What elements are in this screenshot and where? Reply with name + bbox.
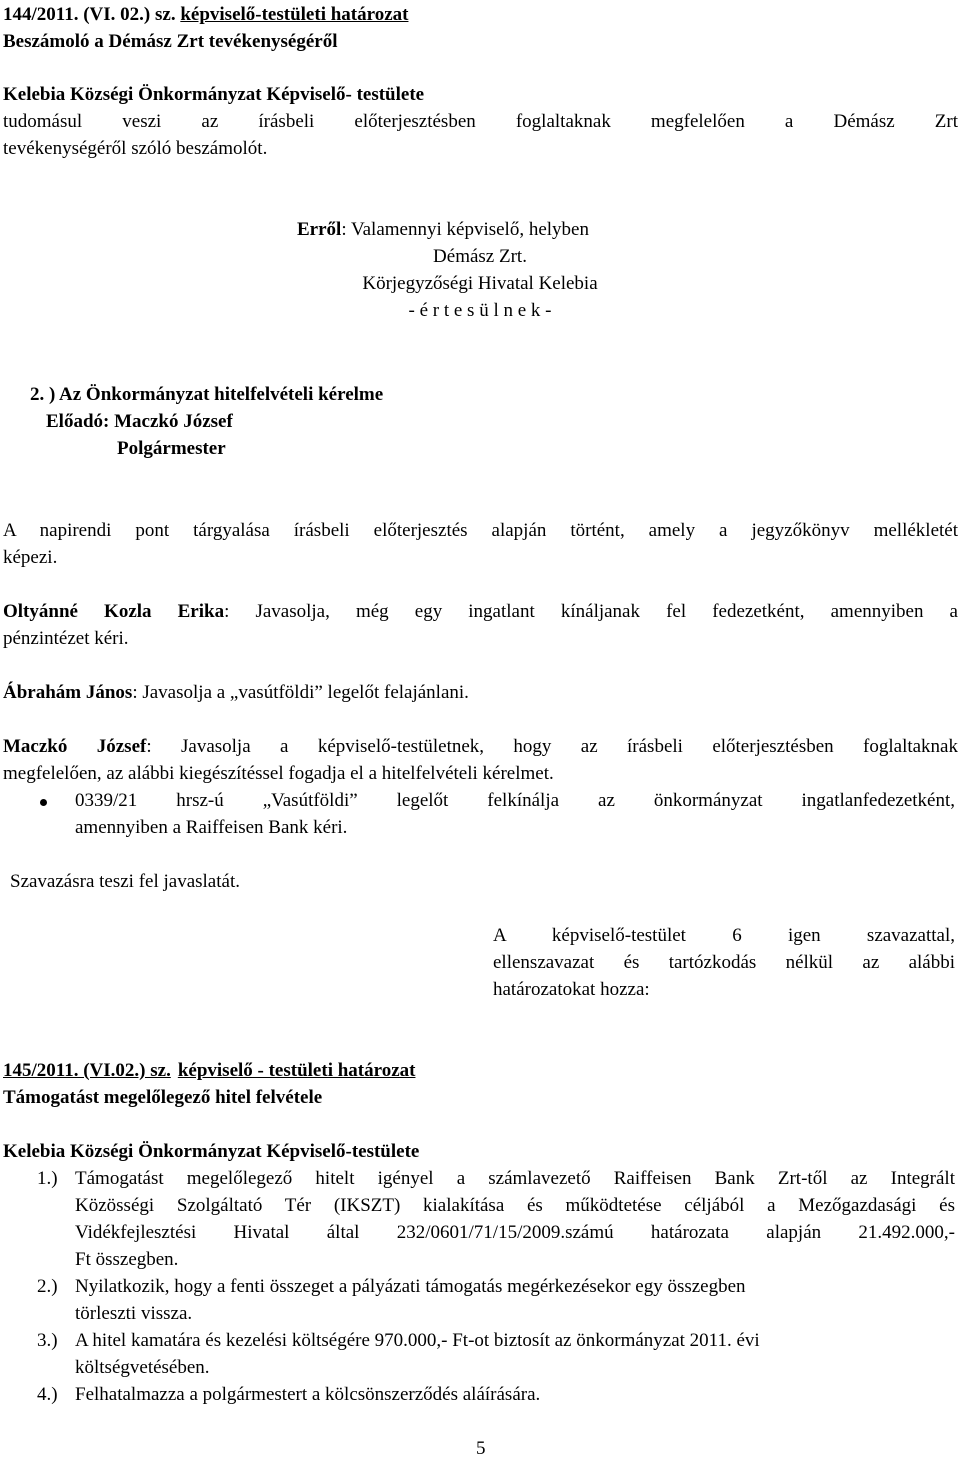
agenda-intro-line: képezi. [3,547,58,568]
vote-result-line: A képviselő-testület 6 igen szavazattal, [493,925,955,946]
speaker-text: : Javasolja, még egy ingatlant kínáljanak fel fedezetként, amennyiben a [224,601,958,622]
speaker-name: Maczkó József [3,736,147,757]
resolution-text-line: tevékenységéről szóló beszámolót. [3,138,268,159]
agenda-presenter: Előadó: Maczkó József [46,411,233,432]
notification-recipient: Körjegyzőségi Hivatal Kelebia [362,273,598,294]
resolution-item-line: Felhatalmazza a polgármestert a kölcsönszerződés aláírására. [75,1384,541,1405]
resolution-item-number: 3.) [37,1330,58,1351]
agenda-intro-line: A napirendi pont tárgyalása írásbeli előterjesztés alapján történt, amely a jegyzőkönyv mellékletét [3,520,958,541]
resolution-item-number: 2.) [37,1276,58,1297]
speaker-text: pénzintézet kéri. [3,628,129,649]
resolution-item-line: költségvetésében. [75,1357,210,1378]
speaker-text: : Javasolja a képviselő-testületnek, hogy az írásbeli előterjesztésben foglaltaknak [146,736,958,757]
resolution-number-text: 145/2011. (VI.02.) sz. [3,1060,171,1081]
speaker-name: Ábrahám János [3,682,133,703]
speaker-statement [3,680,469,706]
resolution-item-line: A hitel kamatára és kezelési költségére 970.000,- Ft-ot biztosít az önkormányzat 2011. évi [75,1330,760,1351]
resolution-item-line: Nyilatkozik, hogy a fenti összeget a pályázati támogatás megérkezésekor egy összegben [75,1276,746,1297]
resolution-item-line: Támogatást megelőlegező hitelt igényel a számlavezető Raiffeisen Bank Zrt-től az Integrált [75,1168,955,1189]
council-name: Kelebia Községi Önkormányzat Képviselő- testülete [3,84,425,105]
bullet-item-line: 0339/21 hrsz-ú „Vasútföldi” legelőt felkínálja az önkormányzat ingatlanfedezetként, [75,790,955,811]
notification-label: Erről [297,219,342,240]
speaker-statement [3,599,958,625]
bullet-item-line: amennyiben a Raiffeisen Bank kéri. [75,817,348,838]
vote-call: Szavazásra teszi fel javaslatát. [10,871,240,892]
notification-recipient: Démász Zrt. [433,246,527,267]
notification-first [297,217,589,243]
resolution-text-line: tudomásul veszi az írásbeli előterjesztésben foglaltaknak megfelelően a Démász Zrt [3,111,958,132]
page-number: 5 [476,1438,486,1459]
resolution-number-underlined: képviselő-testületi határozat [180,4,409,25]
resolution-item-line: Ft összegben. [75,1249,179,1270]
speaker-text: megfelelően, az alábbi kiegészítéssel fogadja el a hitelfelvételi kérelmet. [3,763,554,784]
speaker-name: Oltyánné Kozla Erika [3,601,225,622]
resolution-subject: Támogatást megelőlegező hitel felvétele [3,1087,323,1108]
notification-recipient: : Valamennyi képviselő, helyben [341,219,589,240]
resolution-item-line: törleszti vissza. [75,1303,193,1324]
resolution-subject: Beszámoló a Démász Zrt tevékenységéről [3,31,338,52]
notification-notice: - é r t e s ü l n e k - [408,300,552,321]
resolution-item-line: Közösségi Szolgáltató Tér (IKSZT) kialakítása és működtetése céljából a Mezőgazdasági és [75,1195,955,1216]
vote-result-line: ellenszavazat és tartózkodás nélkül az alábbi [493,952,955,973]
resolution-item-number: 1.) [37,1168,58,1189]
resolution-number-underlined: képviselő - testületi határozat [177,1060,416,1081]
vote-result-line: határozatokat hozza: [493,979,650,1000]
resolution-number [3,1058,415,1084]
speaker-text: : Javasolja a „vasútföldi” legelőt felajánlani. [132,682,469,703]
agenda-title: 2. ) Az Önkormányzat hitelfelvételi kérelme [30,384,384,405]
resolution-item-line: Vidékfejlesztési Hivatal által 232/0601/71/15/2009.számú határozata alapján 21.492.000,- [75,1222,955,1243]
council-name: Kelebia Községi Önkormányzat Képviselő-testülete [3,1141,420,1162]
resolution-number [3,2,408,28]
agenda-role: Polgármester [117,438,226,459]
resolution-item-number: 4.) [37,1384,58,1405]
speaker-statement [3,734,958,760]
bullet-icon [40,799,47,806]
resolution-number-text: 144/2011. (VI. 02.) sz. [3,4,181,25]
